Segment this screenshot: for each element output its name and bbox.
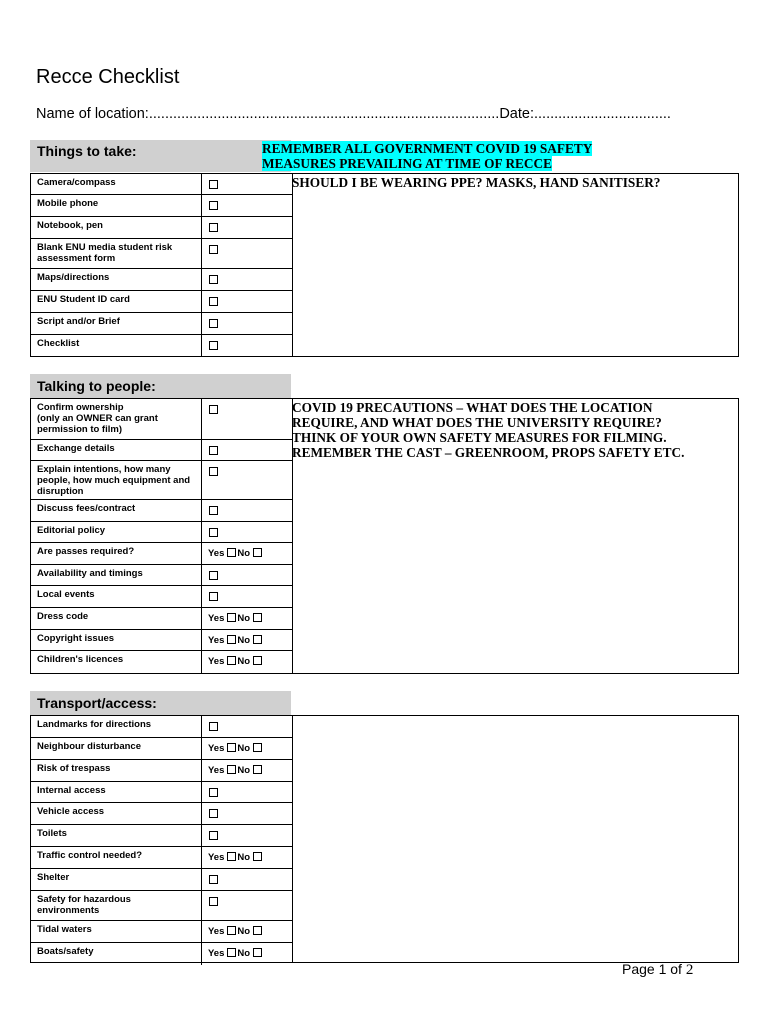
checklist-row-enu-student-id-card [31, 291, 292, 313]
yes-no-options [208, 852, 263, 863]
no-label: No [237, 656, 251, 667]
checklist-row-vehicle-access [31, 803, 292, 825]
row-label-text: Script and/or Brief [37, 316, 120, 327]
things-to-take-table [30, 173, 739, 357]
checkbox-cell [201, 543, 292, 564]
checkbox-cell [201, 500, 292, 521]
checkbox-cell [201, 760, 292, 781]
row-label [37, 525, 195, 536]
checkbox[interactable] [209, 506, 218, 515]
row-label-text: Shelter [37, 872, 70, 883]
row-label-text: Explain intentions, how many people, how much equipment and disruption [37, 464, 191, 497]
row-label [37, 464, 195, 497]
row-label [37, 633, 195, 644]
checkbox-cell [201, 522, 292, 542]
checklist-row-toilets [31, 825, 292, 847]
yes-checkbox[interactable] [227, 635, 236, 644]
checkbox-cell [201, 943, 292, 965]
checklist-row-exchange-details [31, 440, 292, 461]
no-label: No [237, 548, 251, 559]
checkbox[interactable] [209, 897, 218, 906]
no-label: No [237, 926, 251, 937]
row-label-text: ENU Student ID card [37, 294, 130, 305]
checkbox[interactable] [209, 875, 218, 884]
checkbox-cell [201, 716, 292, 737]
row-label-text: Dress code [37, 611, 89, 622]
checklist-row-children-s-licences [31, 651, 292, 673]
row-label [37, 589, 195, 600]
yes-label: Yes [208, 548, 225, 559]
yes-no-options [208, 926, 263, 937]
no-checkbox[interactable] [253, 926, 262, 935]
row-label-text: Discuss fees/contract [37, 503, 136, 514]
no-checkbox[interactable] [253, 635, 262, 644]
checklist-row-mobile-phone [31, 195, 292, 217]
checklist-row-local-events [31, 586, 292, 608]
checkbox[interactable] [209, 467, 218, 476]
row-label-text: Landmarks for directions [37, 719, 152, 730]
row-label [37, 828, 195, 839]
checklist-row-discuss-fees-contract [31, 500, 292, 522]
checkbox[interactable] [209, 831, 218, 840]
no-checkbox[interactable] [253, 656, 262, 665]
row-label-text: Are passes required? [37, 546, 135, 557]
checkbox-cell [201, 651, 292, 673]
page-title: Recce Checklist [36, 66, 180, 88]
checkbox-cell [201, 782, 292, 802]
checkbox-cell [201, 565, 292, 585]
row-label [37, 316, 195, 327]
no-label: No [237, 635, 251, 646]
checklist-row-tidal-waters [31, 921, 292, 943]
row-label-subtext: (only an OWNER can grant permission to film) [37, 413, 158, 435]
row-label-text: Copyright issues [37, 633, 115, 644]
checklist-row-dress-code [31, 608, 292, 630]
row-label-text: Maps/directions [37, 272, 110, 283]
checklist-row-safety-for-hazardous-environments [31, 891, 292, 921]
checkbox-cell [201, 217, 292, 238]
checkbox-cell [201, 586, 292, 607]
row-label-text: Tidal waters [37, 924, 92, 935]
row-label-text: Confirm ownership [37, 402, 124, 413]
checkbox[interactable] [209, 201, 218, 210]
covid-reminder-line-1: REMEMBER ALL GOVERNMENT COVID 19 SAFETY [262, 141, 593, 156]
checklist-row-availability-and-timings [31, 565, 292, 586]
row-label-text: Availability and timings [37, 568, 143, 579]
no-checkbox[interactable] [253, 765, 262, 774]
row-label-text: Traffic control needed? [37, 850, 143, 861]
checkbox[interactable] [209, 592, 218, 601]
checkbox-cell [201, 195, 292, 216]
checkbox-cell [201, 269, 292, 290]
row-label [37, 546, 195, 557]
row-label-text: Exchange details [37, 443, 115, 454]
no-checkbox[interactable] [253, 548, 262, 557]
page-number [622, 961, 693, 979]
yes-checkbox[interactable] [227, 656, 236, 665]
yes-label: Yes [208, 743, 225, 754]
checkbox[interactable] [209, 528, 218, 537]
checkbox-cell [201, 869, 292, 890]
talking-to-people-table [30, 398, 739, 674]
location-date-line: Name of location:.......................................................................................Date:.................................. [36, 106, 671, 122]
page-prefix: Page 1 of [622, 961, 686, 977]
checkbox-cell [201, 239, 292, 268]
row-label [37, 568, 195, 579]
no-label: No [237, 948, 251, 959]
checklist-row-boats-safety [31, 943, 292, 965]
row-label [37, 503, 195, 514]
yes-label: Yes [208, 656, 225, 667]
row-label-text: Vehicle access [37, 806, 105, 817]
yes-checkbox[interactable] [227, 948, 236, 957]
yes-no-options [208, 765, 263, 776]
yes-label: Yes [208, 852, 225, 863]
checklist-row-are-passes-required [31, 543, 292, 565]
checklist-row-editorial-policy [31, 522, 292, 543]
precautions-line-4: REMEMBER THE CAST – GREENROOM, PROPS SAFETY ETC. [292, 445, 685, 460]
checkbox[interactable] [209, 297, 218, 306]
no-label: No [237, 765, 251, 776]
row-label [37, 198, 195, 209]
yes-checkbox[interactable] [227, 926, 236, 935]
yes-no-options [208, 656, 263, 667]
row-label [37, 924, 195, 935]
page-total: 2 [685, 962, 694, 978]
row-label [37, 763, 195, 774]
yes-checkbox[interactable] [227, 852, 236, 861]
row-label [37, 806, 195, 817]
row-label-text: Checklist [37, 338, 80, 349]
checkbox-cell [201, 630, 292, 650]
row-label [37, 872, 195, 883]
row-label-text: Neighbour disturbance [37, 741, 141, 752]
checklist-row-camera-compass [31, 174, 292, 195]
section-heading-talking-to-people: Talking to people: [30, 374, 291, 398]
checkbox[interactable] [209, 319, 218, 328]
row-label-text: Risk of trespass [37, 763, 111, 774]
covid-precautions-note [292, 400, 684, 460]
checkbox[interactable] [209, 245, 218, 254]
section-heading-things-to-take: Things to take: [30, 140, 291, 172]
row-label [37, 294, 195, 305]
row-label [37, 402, 195, 435]
row-label-text: Notebook, pen [37, 220, 103, 231]
yes-no-options [208, 743, 263, 754]
row-label [37, 741, 195, 752]
ppe-note: SHOULD I BE WEARING PPE? MASKS, HAND SANITISER? [292, 175, 661, 190]
row-label-text: Internal access [37, 785, 106, 796]
checkbox-cell [201, 440, 292, 460]
checkbox[interactable] [209, 275, 218, 284]
checkbox[interactable] [209, 223, 218, 232]
checkbox[interactable] [209, 446, 218, 455]
precautions-line-1: COVID 19 PRECAUTIONS – WHAT DOES THE LOCATION [292, 400, 653, 415]
checkbox[interactable] [209, 571, 218, 580]
row-label-text: Children's licences [37, 654, 124, 665]
yes-label: Yes [208, 948, 225, 959]
yes-no-options [208, 635, 263, 646]
row-label [37, 946, 195, 957]
row-label [37, 443, 195, 454]
yes-checkbox[interactable] [227, 613, 236, 622]
checkbox[interactable] [209, 405, 218, 414]
precautions-line-2: REQUIRE, AND WHAT DOES THE UNIVERSITY REQUIRE? [292, 415, 662, 430]
checklist-row-copyright-issues [31, 630, 292, 651]
yes-label: Yes [208, 765, 225, 776]
row-label [37, 654, 195, 665]
yes-checkbox[interactable] [227, 743, 236, 752]
precautions-line-3: THINK OF YOUR OWN SAFETY MEASURES FOR FILMING. [292, 430, 667, 445]
row-label [37, 242, 195, 264]
checklist-row-script-and-or-brief [31, 313, 292, 335]
row-label [37, 785, 195, 796]
checkbox[interactable] [209, 722, 218, 731]
row-label-text: Safety for hazardous environments [37, 894, 131, 916]
no-checkbox[interactable] [253, 613, 262, 622]
checkbox-cell [201, 891, 292, 920]
checklist-row-maps-directions [31, 269, 292, 291]
yes-no-options [208, 613, 263, 624]
transport-access-table [30, 715, 739, 963]
checkbox-cell [201, 738, 292, 759]
row-label [37, 338, 195, 349]
row-label-text: Editorial policy [37, 525, 106, 536]
checkbox-cell [201, 399, 292, 439]
yes-no-options [208, 948, 263, 959]
yes-checkbox[interactable] [227, 765, 236, 774]
checklist-row-neighbour-disturbance [31, 738, 292, 760]
checkbox-cell [201, 608, 292, 629]
checklist-row-explain-intentions-how-many-people-how-much-equipment-and-disruption [31, 461, 292, 500]
row-label-text: Boats/safety [37, 946, 94, 957]
no-checkbox[interactable] [253, 743, 262, 752]
yes-label: Yes [208, 926, 225, 937]
row-label [37, 220, 195, 231]
row-label-text: Mobile phone [37, 198, 99, 209]
checkbox-cell [201, 174, 292, 194]
checkbox-cell [201, 803, 292, 824]
row-label [37, 719, 195, 730]
checklist-row-internal-access [31, 782, 292, 803]
checkbox[interactable] [209, 341, 218, 350]
row-label-text: Camera/compass [37, 177, 116, 188]
checklist-row-blank-enu-media-student-risk-assessment-form [31, 239, 292, 269]
row-label [37, 894, 195, 916]
checkbox-cell [201, 825, 292, 846]
no-label: No [237, 613, 251, 624]
row-label [37, 177, 195, 188]
checklist-row-landmarks-for-directions [31, 716, 292, 738]
checklist-row-confirm-ownership [31, 399, 292, 440]
checklist-row-checklist [31, 335, 292, 357]
covid-reminder-line-2: MEASURES PREVAILING AT TIME OF RECCE [262, 156, 553, 171]
checkbox-cell [201, 335, 292, 357]
checkbox-cell [201, 291, 292, 312]
checkbox-cell [201, 847, 292, 868]
checkbox[interactable] [209, 809, 218, 818]
no-checkbox[interactable] [253, 852, 262, 861]
checklist-row-shelter [31, 869, 292, 891]
no-checkbox[interactable] [253, 948, 262, 957]
checklist-row-traffic-control-needed [31, 847, 292, 869]
covid-reminder-note [262, 141, 592, 171]
row-label-text: Local events [37, 589, 95, 600]
checklist-row-risk-of-trespass [31, 760, 292, 782]
no-label: No [237, 852, 251, 863]
yes-label: Yes [208, 613, 225, 624]
row-label-text: Toilets [37, 828, 67, 839]
checkbox[interactable] [209, 180, 218, 189]
checkbox-cell [201, 313, 292, 334]
checkbox-cell [201, 461, 292, 499]
section-heading-transport-access: Transport/access: [30, 691, 291, 715]
row-label [37, 850, 195, 861]
checkbox[interactable] [209, 788, 218, 797]
row-label-text: Blank ENU media student risk assessment form [37, 242, 173, 264]
checklist-row-notebook-pen [31, 217, 292, 239]
no-label: No [237, 743, 251, 754]
checkbox-cell [201, 921, 292, 942]
row-label [37, 611, 195, 622]
yes-no-options [208, 548, 263, 559]
row-label [37, 272, 195, 283]
yes-label: Yes [208, 635, 225, 646]
yes-checkbox[interactable] [227, 548, 236, 557]
